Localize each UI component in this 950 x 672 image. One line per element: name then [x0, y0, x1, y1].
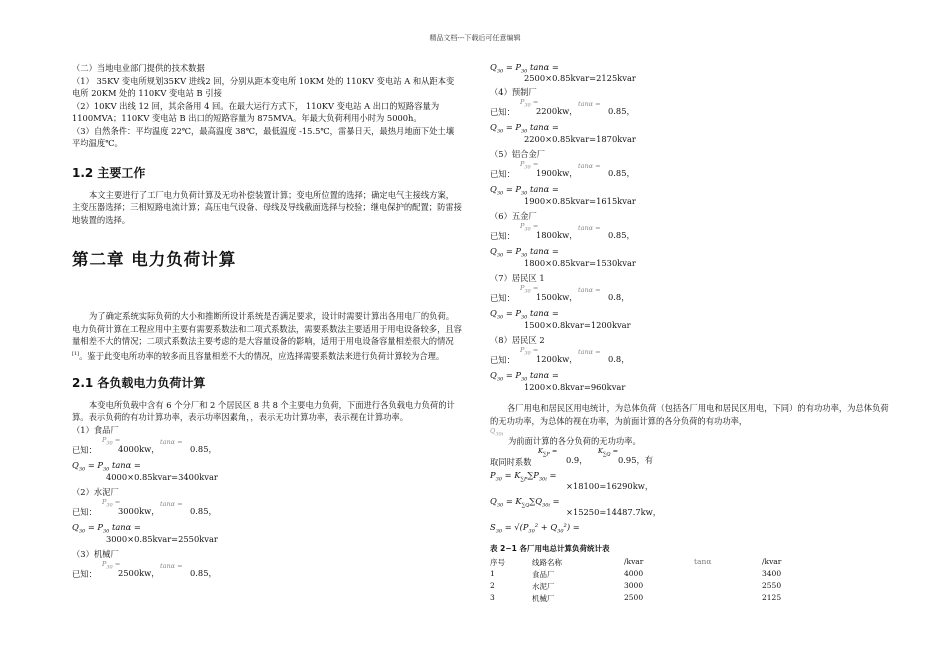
known-label: 已知：: [490, 293, 515, 303]
known-label: 已知：: [72, 444, 97, 455]
p30-value: 1800kw，: [536, 230, 578, 240]
p30-value: 3000kw，: [118, 505, 160, 516]
tan-value: 0.85，: [190, 443, 217, 454]
p30-symbol: $P_{30}$ =: [520, 98, 539, 109]
load-calc-item: [72, 486, 462, 548]
section-heading: 2.1 各负载电力负荷计算: [72, 375, 206, 390]
paragraph: 为了确定系统实际负荷的大小和推断所设计系统是否满足要求，设计时需要计算出各用电厂的负荷。电力负荷计算在工程应用中主要有需要系数法和二项式系数法，需要系数法主要适用于用电设备较多，且容量相差不大的情况；二项式系数法主要考虑的是大容量设备的影响，适用于用电设备容量相差很大的情况[1]。鉴于此变电所功率的较多而且容量相差不大的情况，应选择需要系数法来进行负荷计算较为合理。: [72, 311, 462, 361]
q30-value: 3000×0.85kvar=2550kvar: [106, 533, 218, 544]
table-row: 3 机械厂 2500 2125: [490, 593, 782, 603]
table-row: 1 食品厂 4000 3400: [490, 569, 782, 579]
q30-value: 1900×0.85kvar=1615kvar: [524, 196, 636, 206]
q-symbol-row: $Q_{30i}$ 为前面计算的各分负荷的无功功率。: [490, 427, 641, 446]
table-row: 2 水泥厂 3000 2550: [490, 581, 782, 591]
paragraph: （1） 35KV 变电所规划35KV 进线2 回，分别从距本变电所 10KM 处的 110KV 变电站 A 和从距本变电所 20KM 处的 110KV 变电站 B 引接: [72, 75, 455, 98]
known-label: 已知：: [490, 107, 515, 117]
p30-symbol: $P_{30}$ =: [102, 559, 121, 571]
page-header: 精品文档---下载后可任意编辑: [429, 34, 521, 42]
formula-q30: $Q_{30} = P_{30}$ tanα = 2500×0.85kvar=2125kvar: [490, 62, 636, 83]
load-calc-item: [490, 86, 890, 148]
q30-value: 1800×0.85kvar=1530kvar: [524, 258, 636, 268]
item-title: （8）居民区 2: [490, 335, 545, 345]
p30-symbol: $P_{30}$ =: [520, 160, 539, 171]
load-calc-list: [72, 424, 462, 586]
known-label: 已知：: [490, 231, 515, 241]
paragraph: 本文主要进行了工厂电力负荷计算及无功补偿装置计算；变电所位置的选择；确定电气主接线方案，主变压器选择；三相短路电流计算；高压电气设备、母线及导线截面选择与校验；继电保护的配置；防雷接地装置的选择。: [72, 189, 462, 225]
p30-symbol: $P_{30}$ =: [520, 284, 539, 295]
formula-p30-total: $P_{30} = K_{\sum P}\sum P_{30i}$ = ×18100=16290kw，: [490, 470, 654, 491]
p30-value: 4000kw，: [118, 443, 160, 454]
item-title: （4）预制厂: [490, 87, 537, 97]
q30-formula: $Q_{30} = P_{30}$ tanα =: [72, 521, 141, 535]
load-calc-item: [490, 148, 890, 210]
paragraph: （2）10KV 出线 12 回，其余备用 4 回。在最大运行方式下， 110KV 变电站 A 出口的短路容量为 1100MVA；110KV 变电站 B 出口的短路容量为 875MVA。年最大负荷利用小时为 5000h。: [72, 100, 440, 123]
table-header-cell: /kvar: [762, 557, 782, 566]
known-label: 已知：: [490, 355, 515, 365]
load-calc-item: [490, 272, 890, 334]
tan-value: 0.8，: [608, 354, 630, 364]
tan-symbol: tanα =: [160, 499, 183, 508]
formula-s30: $S_{30} = √(P_{30}^2 + Q_{30}^2)$ =: [490, 522, 580, 535]
paragraph: 各厂用电和居民区用电统计，为总体负荷（包括各厂用电和居民区用电，下同）的有功功率，为总体负荷的无功功率，为总体的视在功率，为前面计算的各分负荷的有功功率，: [490, 403, 889, 426]
q30-value: 2200×0.85kvar=1870kvar: [524, 134, 636, 144]
paragraph: （3）自然条件：平均温度 22℃，最高温度 38℃，最低温度 -15.5℃，雷暴日天，最热月地面下处土壤平均温度℃。: [72, 125, 455, 148]
load-calc-item: [490, 210, 890, 272]
table-header-cell: /kvar: [624, 557, 644, 566]
right-column: [490, 62, 890, 605]
tan-symbol: tanα =: [578, 162, 601, 170]
load-calc-item: [72, 424, 462, 486]
item-title: （1）食品厂: [72, 424, 119, 435]
tan-symbol: tanα =: [578, 286, 601, 294]
q30-formula: $Q_{30} = P_{30}$ tanα =: [490, 308, 559, 321]
chapter-title: 第二章 电力负荷计算: [72, 250, 237, 269]
section-heading: 1.2 主要工作: [72, 165, 146, 180]
q30-formula: $Q_{30} = P_{30}$ tanα =: [490, 122, 559, 135]
q30-formula: $Q_{30} = P_{30}$ tanα =: [490, 370, 559, 383]
item-title: （3）机械厂: [72, 548, 119, 559]
p30-symbol: $P_{30}$ =: [520, 222, 539, 233]
q30-value: 4000×0.85kvar=3400kvar: [106, 471, 218, 482]
table-header-cell: tanα: [694, 557, 712, 566]
simultaneity-row: $K_{\sum P}$ = $K_{\sum Q}$ = 取同时系数 0.9， 0.95，有: [490, 447, 654, 467]
item-title: （7）居民区 1: [490, 273, 545, 283]
q30-formula: $Q_{30} = P_{30}$ tanα =: [490, 246, 559, 259]
q30-formula: $Q_{30} = P_{30}$ tanα =: [490, 184, 559, 197]
tan-value: 0.85，: [190, 567, 217, 578]
load-calc-item: [490, 334, 890, 396]
tan-symbol: tanα =: [160, 561, 183, 570]
q30-value: 1500×0.8kvar=1200kvar: [524, 320, 631, 330]
item-title: （6）五金厂: [490, 211, 537, 221]
table-header-row: [490, 557, 822, 569]
table-header-cell: 线路名称: [532, 558, 562, 567]
table-header-cell: 序号: [490, 558, 505, 567]
table-title: 表 2−1 各厂用电总计算负荷统计表: [490, 544, 610, 553]
tan-symbol: tanα =: [160, 437, 183, 446]
known-label: 已知：: [72, 506, 97, 517]
tan-value: 0.85，: [608, 230, 635, 240]
tan-symbol: tanα =: [578, 348, 601, 356]
p30-value: 1900kw，: [536, 168, 578, 178]
known-label: 已知：: [490, 169, 515, 179]
tan-value: 0.8，: [608, 292, 630, 302]
p30-value: 2500kw，: [118, 567, 160, 578]
tan-symbol: tanα =: [578, 100, 601, 108]
formula-q30-total: $Q_{30} = K_{\sum Q}\sum Q_{30i}$ = ×15250=14487.7kw，: [490, 496, 662, 517]
reference-mark: [1]: [72, 350, 80, 357]
p30-value: 1500kw，: [536, 292, 578, 302]
q30-formula: $Q_{30} = P_{30}$ tanα =: [72, 459, 141, 473]
tan-symbol: tanα =: [578, 224, 601, 232]
left-column: [72, 62, 462, 586]
tan-value: 0.85，: [608, 106, 635, 116]
tan-value: 0.85，: [608, 168, 635, 178]
tan-value: 0.85，: [190, 505, 217, 516]
load-calc-list: [490, 86, 890, 396]
p30-symbol: $P_{30}$ =: [102, 497, 121, 509]
p30-value: 2200kw，: [536, 106, 578, 116]
p30-symbol: $P_{30}$ =: [102, 435, 121, 447]
load-calc-item: [72, 548, 462, 586]
p30-symbol: $P_{30}$ =: [520, 346, 539, 357]
p30-value: 1200kw，: [536, 354, 578, 364]
load-table: [490, 557, 822, 605]
item-title: （5）铝合金厂: [490, 149, 546, 159]
q30-value: 1200×0.8kvar=960kvar: [524, 382, 626, 392]
section-subtitle: （二）当地电业部门提供的技术数据: [72, 63, 205, 73]
paragraph: 本变电所负载中含有 6 个分厂和 2 个居民区 8 共 8 个主要电力负荷，下面进行各负载电力负荷的计算。表示负荷的有功计算功率，表示功率因素角，，表示无功计算功率，表示视在计算功率。: [72, 399, 455, 423]
item-title: （2）水泥厂: [72, 486, 119, 497]
known-label: 已知：: [72, 568, 97, 579]
